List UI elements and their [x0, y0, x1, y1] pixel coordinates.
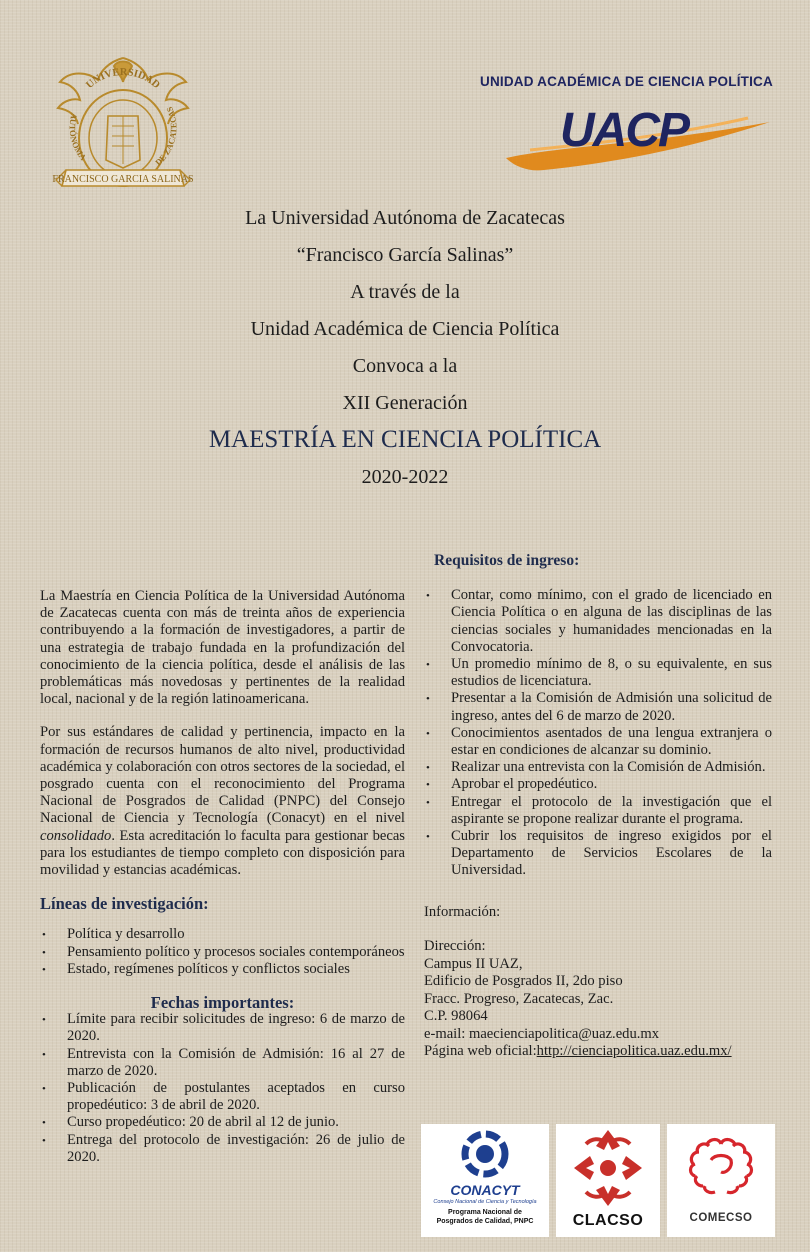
comecso-logo — [667, 1124, 775, 1237]
website-line — [424, 1043, 772, 1061]
intro-paragraph-2 — [40, 724, 405, 879]
conacyt-emblem-icon — [421, 1128, 549, 1188]
right-column — [424, 552, 772, 1061]
list-item: • Aprobar el propedéutico. — [424, 776, 772, 793]
list-item: • Realizar una entrevista con la Comisión de Admisión. — [424, 759, 772, 776]
address-line: Edificio de Posgrados II, 2do piso — [424, 973, 623, 990]
list-item: • Conocimientos asentados de una lengua extranjera o estar en condiciones de alcanzar su dominio. — [424, 725, 772, 759]
uacp-logo-block — [480, 74, 780, 184]
list-item: • Entrega del protocolo de investigación: 26 de julio de 2020. — [40, 1132, 405, 1166]
list-item: • Límite para recibir solicitudes de ingreso: 6 de marzo de 2020. — [40, 1011, 405, 1045]
list-item: • Un promedio mínimo de 8, o su equivalente, en sus estudios de licenciatura. — [424, 656, 772, 690]
intro-p2-text-end: . Esta acreditación lo faculta para gestionar becas para los estudiantes de tiempo completo con disposición para movilidad y estancias académicas. — [40, 827, 405, 879]
clacso-logo — [556, 1124, 660, 1237]
research-lines-list — [40, 926, 405, 978]
list-item: • Entrevista con la Comisión de Admisión: 16 al 27 de marzo de 2020. — [40, 1046, 405, 1080]
dates-title: Fechas importantes: — [150, 993, 295, 1013]
uacp-logo — [500, 92, 780, 184]
address-line: Campus II UAZ, — [424, 955, 523, 972]
heading-university: La Universidad Autónoma de Zacatecas — [245, 207, 565, 229]
list-item: • Contar, como mínimo, con el grado de licenciado en Ciencia Política o en alguna de las disciplinas de las ciencias sociales y humanidades mencionadas en la Convocatoria. — [424, 587, 772, 656]
dates-list — [40, 1011, 405, 1166]
address-line: C.P. 98064 — [424, 1008, 488, 1025]
conacyt-logo — [421, 1124, 549, 1237]
seal-right-text: DE ZACATECAS — [153, 105, 179, 168]
heading-academic-unit: Unidad Académica de Ciencia Política — [250, 318, 560, 340]
research-lines-title: Líneas de investigación: — [40, 894, 209, 914]
seal-top-text: UNIVERSIDAD — [84, 66, 162, 92]
list-item: • Curso propedéutico: 20 de abril al 12 de junio. — [40, 1114, 405, 1131]
comecso-emblem-icon — [667, 1130, 775, 1200]
announcement-heading — [0, 200, 810, 496]
program-years: 2020-2022 — [361, 466, 449, 488]
heading-generation: XII Generación — [342, 392, 468, 414]
address-label: Dirección: — [424, 938, 486, 955]
list-item: • Pensamiento político y procesos sociales contemporáneos — [40, 944, 405, 961]
heading-university-name: “Francisco García Salinas” — [296, 244, 514, 266]
heading-convoca: Convoca a la — [352, 355, 458, 377]
seal-banner-text: FRANCISCO GARCIA SALINAS — [52, 174, 194, 185]
list-item: • Estado, regímenes políticos y conflictos sociales — [40, 961, 405, 978]
pnpc-line-2: Posgrados de Calidad, PNPC — [436, 1218, 534, 1225]
clacso-name: CLACSO — [572, 1212, 644, 1229]
heading-through: A través de la — [350, 281, 460, 303]
uacp-logo-text: UACP — [560, 104, 689, 157]
conacyt-subtitle: Consejo Nacional de Ciencia y Tecnología — [433, 1199, 537, 1205]
contact-info — [424, 904, 772, 1061]
list-item: • Entregar el protocolo de la investigación que el aspirante se propone realizar durante el programa. — [424, 794, 772, 828]
left-column — [40, 588, 405, 1166]
seal-left-text: AUTÓNOMA — [67, 112, 89, 163]
intro-paragraph-1: La Maestría en Ciencia Política de la Universidad Autónoma de Zacatecas cuenta con más de treinta años de experiencia contribuyendo a la formación de investigadores, a partir de una estrategia de trabajo fundada en la profundización del conocimiento de la ciencia política, desde el análisis de las problemáticas más novedosas y pertinentes de la realidad local, nacional y de la región latinoamericana. — [40, 588, 405, 708]
address-line: Fracc. Progreso, Zacatecas, Zac. — [424, 990, 614, 1007]
clacso-emblem-icon — [556, 1126, 660, 1210]
website-label: Página web oficial: — [424, 1043, 537, 1060]
email-text: e-mail: maecienciapolitica@uaz.edu.mx — [424, 1025, 660, 1042]
list-item: • Publicación de postulantes aceptados en curso propedéutico: 3 de abril de 2020. — [40, 1080, 405, 1114]
list-item: • Política y desarrollo — [40, 926, 405, 943]
svg-text:AUTÓNOMA — [68, 112, 89, 163]
list-item: • Cubrir los requisitos de ingreso exigidos por el Departamento de Servicios Escolares de la Universidad. — [424, 828, 772, 880]
website-link[interactable]: http://cienciapolitica.uaz.edu.mx/ — [536, 1043, 732, 1060]
program-title: MAESTRÍA EN CIENCIA POLÍTICA — [208, 426, 602, 453]
requirements-title: Requisitos de ingreso: — [434, 552, 580, 569]
intro-p2-text: Por sus estándares de calidad y pertinencia, impacto en la formación de recursos humanos de alto nivel, productividad académica y colaboración con otros sectores de la sociedad, el posgrado cuenta con el reconocimiento del Programa Nacional de Posgrados de Calidad (PNPC) del Consejo Nacional de Ciencia y Tecnología (Conacyt) en el nivel — [40, 724, 405, 827]
conacyt-name: CONACYT — [450, 1182, 520, 1198]
list-item: • Presentar a la Comisión de Admisión una solicitud de ingreso, antes del 6 de marzo de 2020. — [424, 690, 772, 724]
comecso-name: COMECSO — [689, 1212, 753, 1224]
uacp-title: UNIDAD ACADÉMICA DE CIENCIA POLÍTICA — [480, 74, 773, 89]
intro-p2-emphasis: consolidado — [40, 827, 112, 844]
requirements-list — [424, 587, 772, 879]
pnpc-line-1: Programa Nacional de — [448, 1209, 522, 1216]
info-title: Información: — [424, 903, 501, 920]
university-seal — [48, 52, 198, 197]
